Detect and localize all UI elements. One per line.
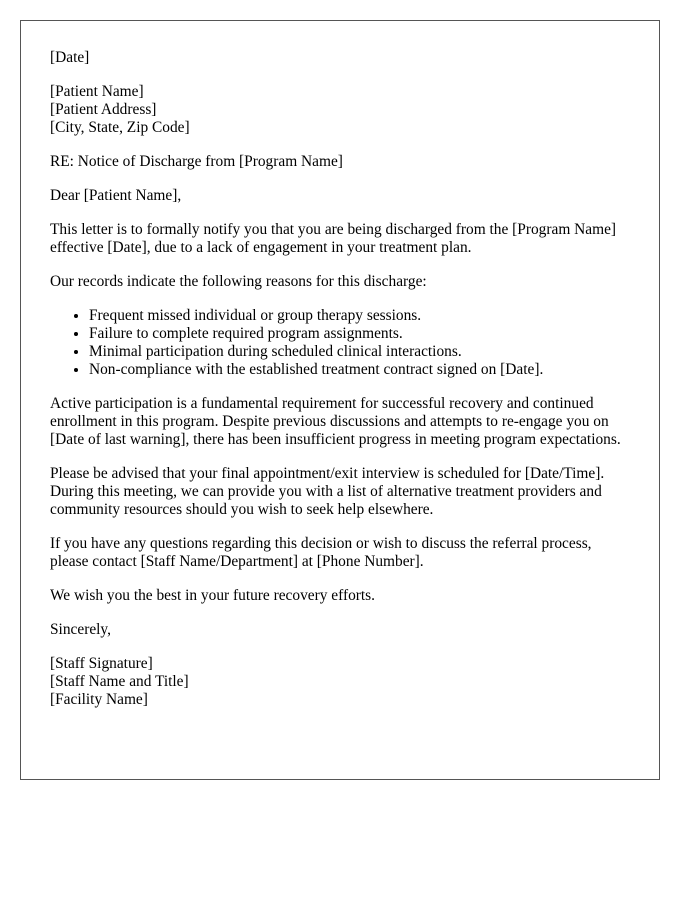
staff-name-title: [Staff Name and Title] [50,673,189,690]
recipient-name: [Patient Name] [50,83,144,100]
list-item: • Failure to complete required program assignments. [89,325,630,343]
final-appointment-paragraph: Please be advised that your final appointment/exit interview is scheduled for [Date/Time]. During this meeting, we can provide you with a list of alternative treatment providers and community resources should you wish to seek help elsewhere. [50,465,605,518]
closing: Sincerely, [50,621,111,638]
reasons-intro-paragraph: Our records indicate the following reasons for this discharge: [50,273,427,290]
facility-name: [Facility Name] [50,691,148,708]
salutation: Dear [Patient Name], [50,187,182,204]
list-item: • Frequent missed individual or group therapy sessions. [89,307,630,325]
recipient-city-state-zip: [City, State, Zip Code] [50,119,190,136]
letter-page [20,20,660,780]
subject-line: RE: Notice of Discharge from [Program Name] [50,153,343,170]
recipient-address-block [50,83,630,137]
list-item: • Non-compliance with the established treatment contract signed on [Date]. [89,361,630,379]
letter-date: [Date] [50,49,90,66]
list-item: • Minimal participation during scheduled clinical interactions. [89,343,630,361]
discharge-reasons-list [50,307,630,379]
participation-paragraph: Active participation is a fundamental requirement for successful recovery and continued enrollment in this program. Despite previous discussions and attempts to re-engage you on [Date of last warning], there has been insufficient progress in meeting program expectations. [50,395,621,448]
closing-wish-paragraph: We wish you the best in your future recovery efforts. [50,587,376,604]
signature-block [50,655,630,709]
questions-paragraph: If you have any questions regarding this decision or wish to discuss the referral process, please contact [Staff Name/Department] at [Phone Number]. [50,535,592,570]
staff-signature: [Staff Signature] [50,655,153,672]
intro-paragraph: This letter is to formally notify you that you are being discharged from the [Program Name] effective [Date], due to a lack of engagement in your treatment plan. [50,221,617,256]
recipient-address: [Patient Address] [50,101,157,118]
